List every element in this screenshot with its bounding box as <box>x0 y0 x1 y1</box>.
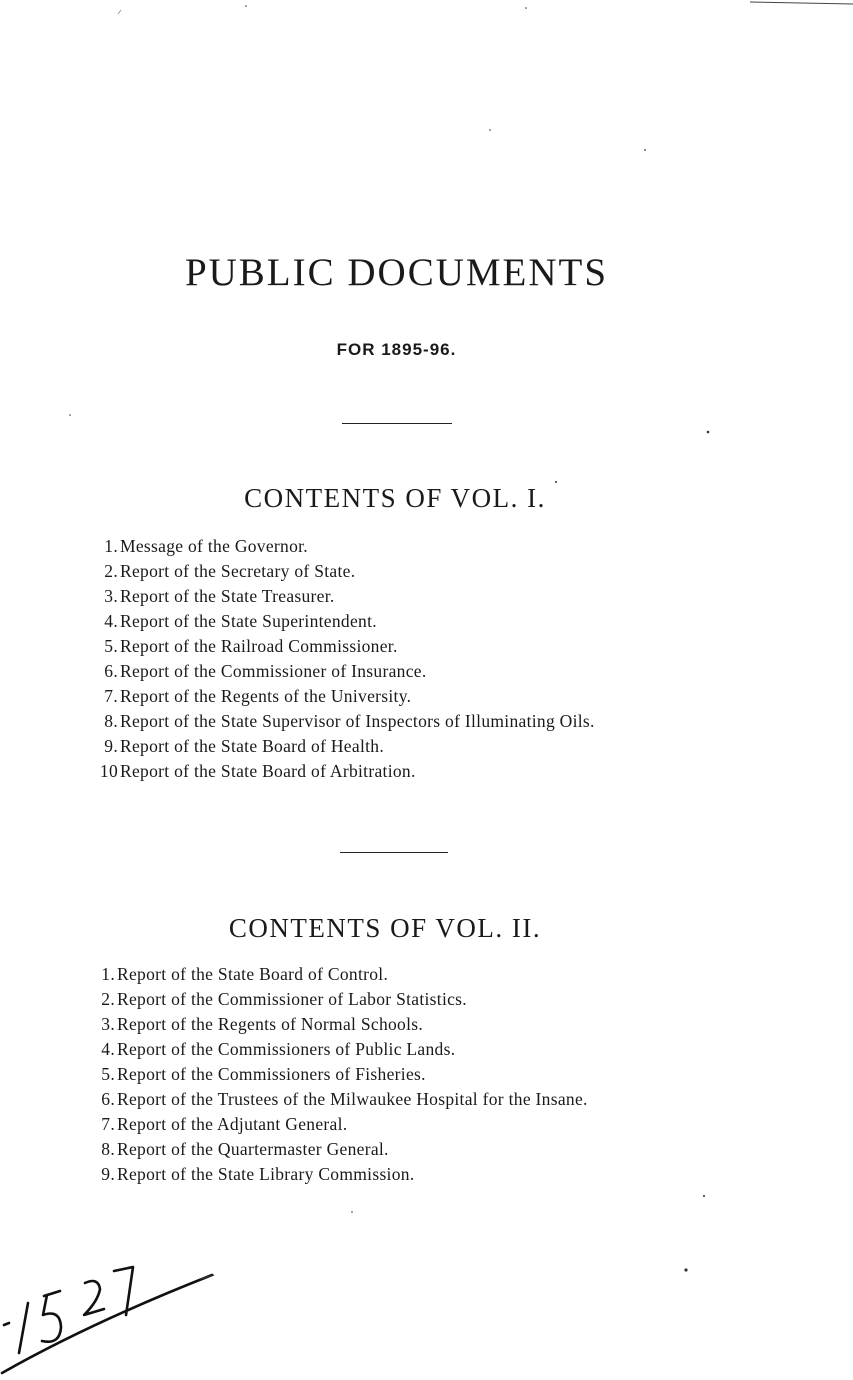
item-number: 10 <box>99 761 118 781</box>
volume-2-heading: CONTENTS OF VOL. II. <box>228 913 542 943</box>
item-number: 2. <box>104 561 118 581</box>
list-item <box>72 559 595 584</box>
item-number: 8. <box>104 711 118 731</box>
list-item <box>72 709 595 734</box>
list-item <box>72 759 595 784</box>
item-text: Report of the Railroad Commissioner. <box>120 636 398 656</box>
item-number: 1. <box>101 964 115 984</box>
item-text: Report of the Trustees of the Milwaukee Hospital for the Insane. <box>117 1089 588 1109</box>
item-text: Report of the Regents of the University. <box>120 686 412 706</box>
item-text: Report of the Secretary of State. <box>120 561 356 581</box>
item-number: 3. <box>104 586 118 606</box>
list-item <box>72 1037 588 1062</box>
list-item <box>72 1062 588 1087</box>
item-number: 6. <box>101 1089 115 1109</box>
item-text: Message of the Governor. <box>120 536 308 556</box>
volume-1-contents-list <box>72 534 595 784</box>
item-text: Report of the State Board of Control. <box>117 964 389 984</box>
volume-2-contents-list <box>72 962 588 1187</box>
item-text: Report of the State Board of Health. <box>120 736 384 756</box>
item-number: 3. <box>101 1014 115 1034</box>
item-number: 7. <box>104 686 118 706</box>
item-text: Report of the Adjutant General. <box>117 1114 348 1134</box>
item-text: Report of the State Board of Arbitration. <box>120 761 416 781</box>
item-number: 1. <box>104 536 118 556</box>
list-item <box>72 962 588 987</box>
item-text: Report of the State Supervisor of Inspectors of Illuminating Oils. <box>120 711 595 731</box>
item-number: 5. <box>104 636 118 656</box>
page-subtitle: FOR 1895-96. <box>336 340 457 359</box>
item-text: Report of the State Treasurer. <box>120 586 335 606</box>
item-text: Report of the Commissioners of Public Lands. <box>117 1039 456 1059</box>
handwritten-number-annotation <box>0 1255 230 1380</box>
item-number: 7. <box>101 1114 115 1134</box>
list-item <box>72 1012 588 1037</box>
item-number: 8. <box>101 1139 115 1159</box>
item-number: 2. <box>101 989 115 1009</box>
item-number: 6. <box>104 661 118 681</box>
list-item <box>72 987 588 1012</box>
item-text: Report of the State Library Commission. <box>117 1164 415 1184</box>
list-item <box>72 659 595 684</box>
list-item <box>72 1087 588 1112</box>
list-item <box>72 684 595 709</box>
list-item <box>72 584 595 609</box>
item-text: Report of the Regents of Normal Schools. <box>117 1014 424 1034</box>
list-item <box>72 634 595 659</box>
page-title: PUBLIC DOCUMENTS <box>184 251 609 294</box>
divider-rule <box>342 423 452 424</box>
list-item <box>72 734 595 759</box>
item-text: Report of the Commissioner of Insurance. <box>120 661 427 681</box>
item-number: 9. <box>101 1164 115 1184</box>
item-text: Report of the State Superintendent. <box>120 611 377 631</box>
list-item <box>72 1162 588 1187</box>
item-text: Report of the Quartermaster General. <box>117 1139 389 1159</box>
volume-1-heading: CONTENTS OF VOL. I. <box>244 483 546 513</box>
item-number: 9. <box>104 736 118 756</box>
item-text: Report of the Commissioners of Fisheries. <box>117 1064 426 1084</box>
list-item <box>72 1112 588 1137</box>
item-number: 4. <box>104 611 118 631</box>
list-item <box>72 1137 588 1162</box>
item-number: 4. <box>101 1039 115 1059</box>
list-item <box>72 609 595 634</box>
list-item <box>72 534 595 559</box>
divider-rule <box>340 852 448 853</box>
item-text: Report of the Commissioner of Labor Statistics. <box>117 989 467 1009</box>
item-number: 5. <box>101 1064 115 1084</box>
